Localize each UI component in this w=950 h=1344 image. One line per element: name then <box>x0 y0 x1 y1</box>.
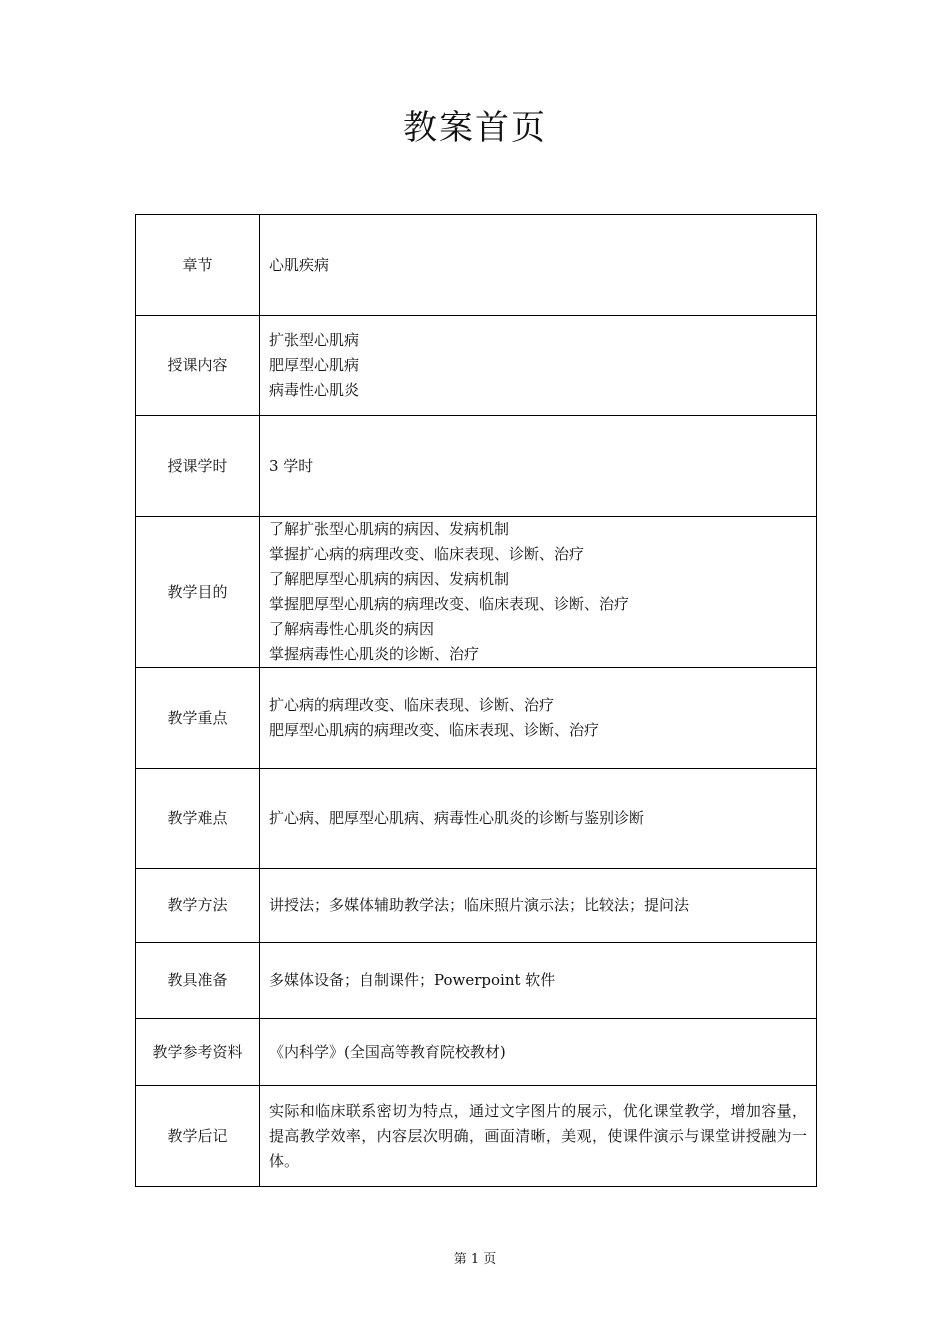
page-title: 教案首页 <box>403 108 547 148</box>
table-row-chapter <box>136 215 817 316</box>
page-number: 第 1 页 <box>453 1252 497 1267</box>
table-row-postscript <box>136 1086 817 1187</box>
row-label: 授课学时 <box>136 416 260 517</box>
row-value <box>260 316 817 416</box>
value-line: 扩心病、肥厚型心肌病、病毒性心肌炎的诊断与鉴别诊断 <box>269 809 645 827</box>
table-row-difficulties <box>136 769 817 869</box>
row-value <box>260 1019 817 1086</box>
value-line: 了解扩张型心肌病的病因、发病机制 <box>269 520 510 538</box>
lesson-plan-table <box>135 214 817 1187</box>
value-line: 讲授法；多媒体辅助教学法；临床照片演示法；比较法；提问法 <box>269 896 690 914</box>
table-row-references <box>136 1019 817 1086</box>
value-line: 肥厚型心肌病 <box>269 356 360 374</box>
table-row-objectives <box>136 517 817 668</box>
value-line: 掌握肥厚型心肌病的病理改变、临床表现、诊断、治疗 <box>269 595 630 613</box>
row-value <box>260 769 817 869</box>
row-value <box>260 416 817 517</box>
value-line: 多媒体设备；自制课件；Powerpoint 软件 <box>269 971 556 989</box>
table-row-content <box>136 316 817 416</box>
value-line: 扩心病的病理改变、临床表现、诊断、治疗 <box>269 696 555 714</box>
row-label: 教学目的 <box>136 517 260 668</box>
value-line: 心肌疾病 <box>269 255 330 274</box>
row-value <box>260 1086 817 1187</box>
value-line: 掌握病毒性心肌炎的诊断、治疗 <box>269 645 480 663</box>
value-line: 肥厚型心肌病的病理改变、临床表现、诊断、治疗 <box>269 721 600 739</box>
value-line: 了解病毒性心肌炎的病因 <box>269 620 435 638</box>
row-value <box>260 943 817 1019</box>
table-row-key-points <box>136 668 817 769</box>
row-value <box>260 215 817 316</box>
value-line: 《内科学》(全国高等教育院校教材) <box>269 1042 506 1061</box>
value-line: 了解肥厚型心肌病的病因、发病机制 <box>269 570 510 588</box>
row-value <box>260 668 817 769</box>
row-label: 教学参考资料 <box>136 1019 260 1086</box>
value-line: 3 学时 <box>269 456 314 475</box>
value-line: 病毒性心肌炎 <box>269 381 360 399</box>
row-label: 教学后记 <box>136 1086 260 1187</box>
row-label: 教学方法 <box>136 869 260 943</box>
row-label: 教学难点 <box>136 769 260 869</box>
value-paragraph: 实际和临床联系密切为特点，通过文字图片的展示，优化课堂教学，增加容量，提高教学效率，内容层次明确，画面清晰，美观，使课件演示与课堂讲授融为一体。 <box>269 1101 807 1170</box>
table-row-methods <box>136 869 817 943</box>
row-label: 教学重点 <box>136 668 260 769</box>
row-label: 教具准备 <box>136 943 260 1019</box>
table-row-hours <box>136 416 817 517</box>
value-line: 掌握扩心病的病理改变、临床表现、诊断、治疗 <box>269 545 585 563</box>
row-value <box>260 517 817 668</box>
table-row-teaching-aids <box>136 943 817 1019</box>
row-label: 章节 <box>136 215 260 316</box>
row-value <box>260 869 817 943</box>
value-line: 扩张型心肌病 <box>269 331 360 349</box>
row-label: 授课内容 <box>136 316 260 416</box>
